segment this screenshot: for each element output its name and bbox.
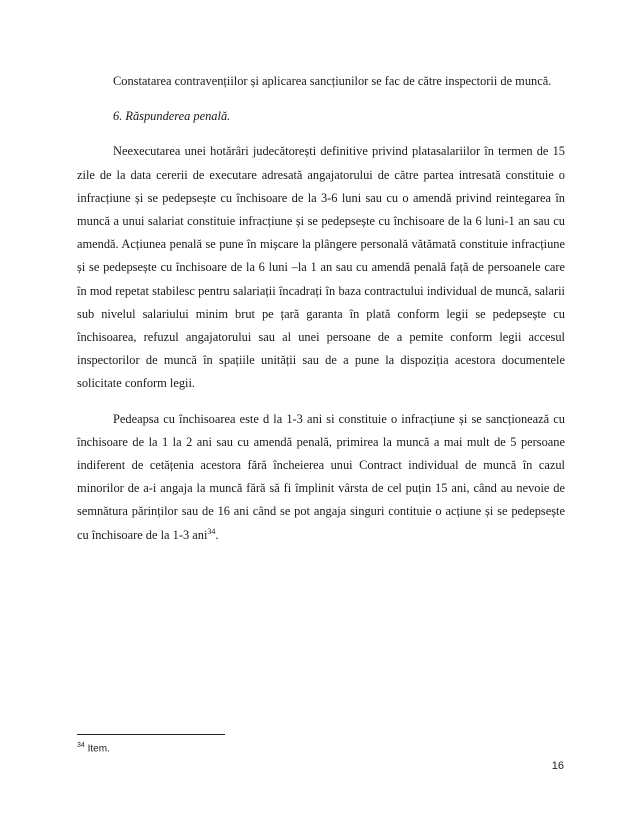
paragraph-end-period: . [215,527,219,542]
footnote-reference[interactable]: 34 [207,526,216,536]
footnote [77,742,110,754]
footnote-number: 34 [77,742,85,749]
footnote-text: Item. [87,743,110,755]
paragraph-pedeapsa-text: Pedeapsa cu închisoarea este d la 1-3 ani si constituie o infracțiune și se sancționează cu închisoare de la 1 la 2 ani sau cu amendă penală, primirea la muncă a mai mult de 5 persoane indiferent de cetățenia acestora fără încheierea unui Contract individual de muncă în cazul minorilor de a-i angaja la muncă fără să fi împlinit vârsta de cel puțin 15 ani, când au nevoie de semnătura părinților sau de 16 ani când se pot angaja singuri contituie o acțiune și se pedepsește cu închisoare de la 1-3 ani [77,411,565,542]
paragraph-pedeapsa [77,408,565,547]
footnote-divider [77,734,225,735]
body-text [77,70,565,547]
page-number: 16 [551,760,564,772]
paragraph-neexecutarea: Neexecutarea unei hotărâri judecătorești definitive privind platasalariilor în termen de 15 zile de la data cererii de executare adresată angajatorului de către partea intresată constituie o infracțiune și se pedepsește cu închisoare de la 3-6 luni sau cu o amendă privind reintegarea în muncă a unui salariat constituie infracțiune și se pedepsește cu închisoare de la 6 luni-1 an sau cu amendă. Acțiunea penală se pune în mișcare la plângere personală vătămată constituie infracțiune și se pedepsește cu închisoare de la 6 luni –la 1 an sau cu amendă penală față de persoanele care în mod repetat stabilesc pentru salariații încadrați în baza contractului individual de muncă, salarii sub nivelul salariului minim brut pe țară garanta în plată conform legii se pedepsește cu închisoarea, refuzul angajatorului sau al unei persoane de a pemite conform legii accesul inspectorilor de muncă în spațiile unității sau de a pune la dispoziția acestora documentele solicitate conform legii. [77,144,565,391]
paragraph-contraventii: Constatarea contravențiilor și aplicarea sancțiunilor se fac de către inspectorii de muncă. [113,74,552,88]
section-heading: 6. Răspunderea penală. [113,109,231,124]
